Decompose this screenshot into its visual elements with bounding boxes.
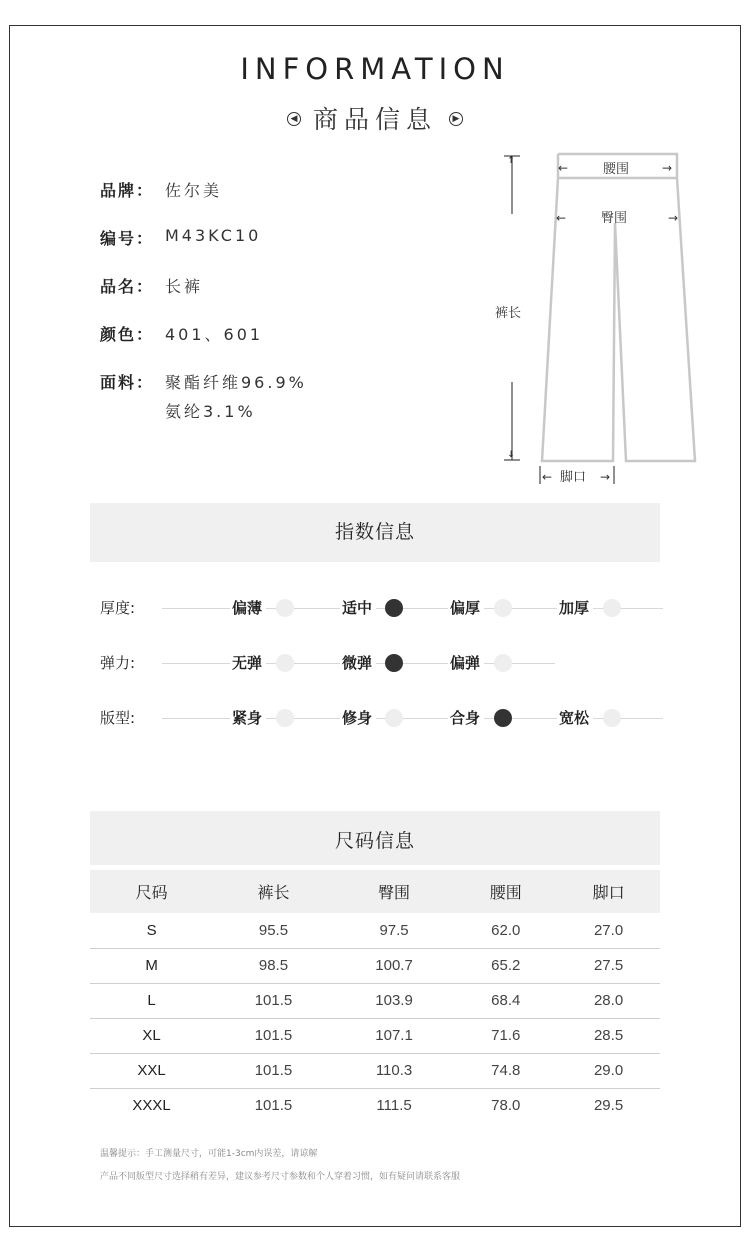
table-cell: XXXL (132, 1097, 171, 1115)
info-label: 品名： (100, 277, 155, 296)
index-option-label: 无弹 (230, 651, 266, 675)
index-row (100, 651, 665, 675)
table-row (90, 1053, 660, 1088)
table-cell: XXL (90, 1053, 213, 1088)
unselected-dot-icon (494, 654, 512, 672)
table-cell: 78.0 (491, 1097, 521, 1115)
header-cell: 腰围 (454, 870, 557, 913)
index-row-label: 弹力: (100, 654, 136, 672)
waist-label: 腰围 (603, 162, 630, 177)
info-value: M43KC10 (165, 226, 262, 245)
info-fabric (100, 370, 307, 422)
table-cell: 29.0 (557, 1053, 660, 1088)
index-row-label: 厚度: (100, 599, 136, 617)
index-row (100, 596, 665, 620)
table-cell: S (90, 913, 213, 948)
unselected-dot-icon (494, 599, 512, 617)
pants-outline (542, 154, 695, 461)
fabric-value-2: 氨纶3.1% (165, 402, 256, 421)
table-cell: 100.7 (334, 948, 455, 983)
table-cell: 62.0 (454, 913, 557, 948)
title-en: INFORMATION (240, 52, 510, 86)
info-label: 编号： (100, 229, 155, 248)
selected-dot-icon (385, 599, 403, 617)
info-value: 佐尔美 (165, 181, 223, 200)
info-name (100, 274, 203, 297)
index-option-label: 加厚 (557, 596, 593, 620)
table-cell: 107.1 (334, 1018, 455, 1053)
table-row (90, 913, 660, 948)
table-row (90, 1088, 660, 1123)
unselected-dot-icon (603, 709, 621, 727)
index-option-label: 偏厚 (448, 596, 484, 620)
info-value: 长裤 (165, 277, 204, 296)
index-row (100, 706, 665, 730)
index-option-label: 偏弹 (448, 651, 484, 675)
index-option-label: 偏薄 (230, 596, 266, 620)
table-cell: 65.2 (454, 948, 557, 983)
info-color (100, 322, 263, 345)
table-cell: 111.5 (376, 1097, 412, 1115)
note-line-2: 产品不同版型尺寸选择稍有差异，建议参考尺寸参数和个人穿着习惯，如有疑问请联系客服 (100, 1172, 461, 1182)
selected-dot-icon (385, 654, 403, 672)
fabric-value-1: 聚酯纤维96.9% (165, 373, 307, 392)
table-cell: 28.0 (557, 983, 660, 1018)
title-cn-text: 商品信息 (312, 105, 437, 134)
table-cell: XL (90, 1018, 213, 1053)
index-option-label: 适中 (340, 596, 376, 620)
index-option-label: 微弹 (340, 651, 376, 675)
waist-arrow-right: → (662, 161, 673, 175)
index-option-label: 修身 (340, 706, 376, 730)
table-cell: M (90, 948, 213, 983)
unselected-dot-icon (276, 599, 294, 617)
table-cell: 98.5 (213, 948, 334, 983)
info-value: 401、601 (165, 325, 264, 344)
info-label: 品牌： (100, 181, 155, 200)
table-cell: 27.5 (557, 948, 660, 983)
note-line-1: 温馨提示：手工测量尺寸，可能1-3cm内误差，请谅解 (100, 1149, 318, 1159)
table-cell: L (90, 983, 213, 1018)
index-row-label: 版型: (100, 709, 136, 727)
table-row (90, 983, 660, 1018)
table-row (90, 948, 660, 983)
hem-arrow-right: → (600, 470, 611, 484)
table-cell: 97.5 (334, 913, 455, 948)
length-label: 裤长 (495, 306, 522, 321)
table-cell: 28.5 (557, 1018, 660, 1053)
size-table-header (90, 870, 660, 913)
table-row (90, 1018, 660, 1053)
unselected-dot-icon (276, 654, 294, 672)
arrow-down-glyph: ↓ (507, 450, 515, 460)
table-cell: 101.5 (213, 1053, 334, 1088)
index-option-label: 紧身 (230, 706, 266, 730)
waist-arrow-left: ← (558, 161, 569, 175)
hip-arrow-left: ← (556, 211, 567, 225)
unselected-dot-icon (603, 599, 621, 617)
table-cell: 74.8 (454, 1053, 557, 1088)
size-section-title: 尺码信息 (90, 811, 660, 865)
hem-arrow-left: ← (542, 470, 553, 484)
unselected-dot-icon (385, 709, 403, 727)
header-cell: 脚口 (557, 870, 660, 913)
table-cell: 29.5 (593, 1097, 624, 1115)
index-option-label: 宽松 (557, 706, 593, 730)
pants-size-diagram (480, 148, 710, 488)
size-table-body (90, 913, 660, 1123)
table-cell: 101.5 (213, 1018, 334, 1053)
table-cell: 71.6 (454, 1018, 557, 1053)
table-cell: 110.3 (334, 1053, 455, 1088)
header-cell: 尺码 (90, 870, 213, 913)
info-code (100, 226, 261, 249)
left-arrow-icon: ◀ (287, 112, 301, 126)
arrow-up-glyph: ↑ (507, 156, 515, 166)
selected-dot-icon (494, 709, 512, 727)
info-label: 面料： (100, 373, 155, 392)
table-cell: 101.5 (213, 983, 334, 1018)
index-option-label: 合身 (448, 706, 484, 730)
hem-label: 脚口 (560, 470, 587, 485)
info-label: 颜色： (100, 325, 155, 344)
table-cell: 68.4 (454, 983, 557, 1018)
header-cell: 裤长 (213, 870, 334, 913)
title-cn (0, 100, 750, 136)
hip-arrow-right: → (668, 211, 679, 225)
table-cell: 101.5 (254, 1097, 293, 1115)
right-arrow-icon: ▶ (449, 112, 463, 126)
table-cell: 27.0 (557, 913, 660, 948)
info-value (165, 370, 307, 422)
index-section-title: 指数信息 (90, 503, 660, 562)
size-table (90, 870, 660, 1123)
table-cell: 95.5 (213, 913, 334, 948)
hip-label: 臀围 (601, 211, 628, 226)
unselected-dot-icon (276, 709, 294, 727)
table-cell: 103.9 (334, 983, 455, 1018)
info-brand (100, 178, 222, 201)
header-cell: 臀围 (334, 870, 455, 913)
